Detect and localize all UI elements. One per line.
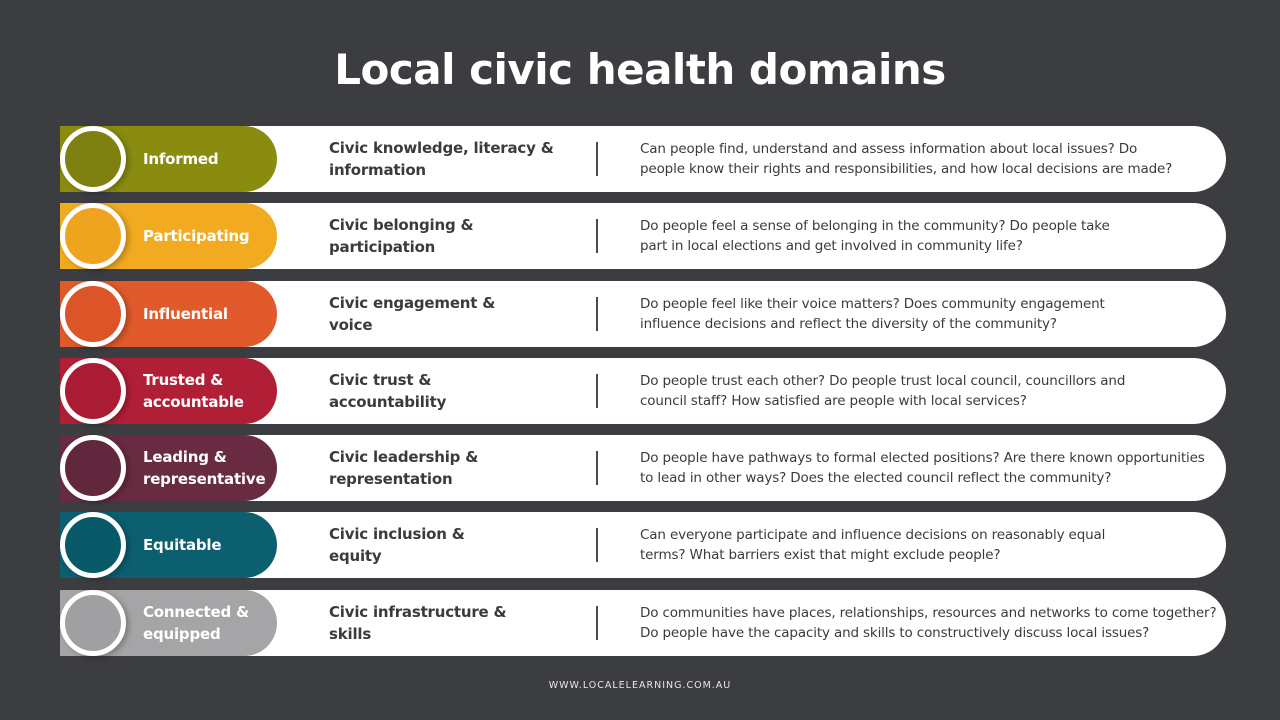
civic-concept-line: equity [329,547,382,566]
row-divider [596,297,598,331]
domain-question-line: part in local elections and get involved in community life? [640,238,1023,255]
domain-question [640,281,1220,347]
domain-row [58,590,1226,656]
domain-circle-icon [60,281,126,347]
domain-label-line: Informed [143,150,219,168]
civic-concept-line: Civic engagement & [329,293,496,312]
domain-question-line: council staff? How satisfied are people with local services? [640,392,1027,409]
domain-question-line: to lead in other ways? Does the elected council reflect the community? [640,470,1112,487]
civic-concept-line: accountability [329,392,447,411]
domain-label [143,435,275,501]
row-divider [596,606,598,640]
row-divider [596,142,598,176]
domain-row [58,512,1226,578]
domain-question-line: influence decisions and reflect the diversity of the community? [640,315,1057,332]
domain-label-line: Connected & [143,602,249,621]
domain-label [143,126,275,192]
domain-label-line: Influential [143,304,228,323]
domain-label-line: Trusted & [143,370,224,389]
domain-question [640,203,1220,269]
domain-question [640,358,1220,424]
domain-question-line: people know their rights and responsibilities, and how local decisions are made? [640,161,1173,177]
civic-concept [329,126,569,192]
civic-concept [329,203,569,269]
domain-question [640,126,1220,192]
civic-concept [329,590,569,656]
domain-label-line: Leading & [143,448,227,467]
domain-question-line: Do people feel like their voice matters? Does community engagement [640,295,1105,312]
domain-question-line: Can people find, understand and assess information about local issues? Do [640,141,1138,157]
domain-label [143,203,275,269]
domain-label-line: accountable [143,392,244,411]
domain-question-line: Do people trust each other? Do people trust local council, councillors and [640,372,1126,389]
domain-circle-icon [60,203,126,269]
domain-question-line: Do people have pathways to formal elected positions? Are there known opportunities [640,450,1205,467]
civic-concept-line: participation [329,238,436,257]
civic-concept [329,512,569,578]
domain-question-line: Do people feel a sense of belonging in the community? Do people take [640,218,1110,235]
civic-concept-line: Civic belonging & [329,216,474,235]
domain-circle-icon [60,590,126,656]
domain-label [143,281,275,347]
row-divider [596,451,598,485]
civic-concept-line: Civic leadership & [329,448,479,467]
domain-label-line: representative [143,470,266,489]
footer-url: WWW.LOCALELEARNING.COM.AU [548,680,732,691]
civic-concept-line: Civic trust & [329,370,432,389]
row-divider [596,374,598,408]
domain-row [58,435,1226,501]
civic-concept [329,281,569,347]
domain-label [143,512,275,578]
domain-row [58,126,1226,192]
domain-label-line: Participating [143,227,250,246]
domain-rows [58,126,1226,667]
civic-concept [329,358,569,424]
domain-circle-icon [60,126,126,192]
domain-question [640,590,1220,656]
domain-circle-icon [60,358,126,424]
domain-question-line: Do people have the capacity and skills to constructively discuss local issues? [640,624,1150,641]
domain-row [58,203,1226,269]
domain-question-line: terms? What barriers exist that might exclude people? [640,547,1001,564]
civic-concept-line: representation [329,470,453,489]
domain-question [640,435,1220,501]
civic-concept-line: voice [329,315,373,334]
domain-row [58,358,1226,424]
domain-label [143,358,275,424]
page-title: Local civic health domains [334,45,946,94]
row-divider [596,219,598,253]
domain-label-line: equipped [143,624,221,643]
civic-concept-line: information [329,161,426,179]
civic-concept-line: Civic knowledge, literacy & [329,139,554,157]
civic-concept-line: skills [329,624,372,643]
domain-question-line: Do communities have places, relationships, resources and networks to come together? [640,604,1217,621]
domain-question-line: Can everyone participate and influence decisions on reasonably equal [640,527,1106,544]
domain-label-line: Equitable [143,536,222,555]
domain-row [58,281,1226,347]
civic-concept-line: Civic infrastructure & [329,602,507,621]
domain-circle-icon [60,435,126,501]
domain-question [640,512,1220,578]
domain-label [143,590,275,656]
row-divider [596,528,598,562]
civic-concept-line: Civic inclusion & [329,525,465,544]
civic-concept [329,435,569,501]
